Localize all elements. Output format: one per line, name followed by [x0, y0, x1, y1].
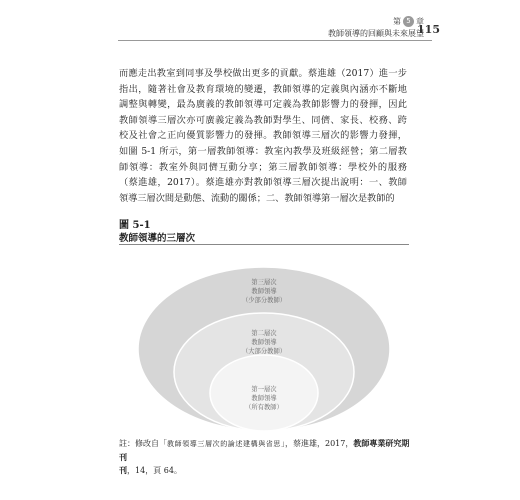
note-author-year: 」，蔡進雄，2017， [281, 439, 354, 448]
level-2-subtitle: 教師領導 [251, 339, 277, 346]
level-3-title: 第三層次 [251, 279, 277, 286]
body-line: （蔡進雄，2017）。蔡進雄亦對教師領導三層次提出說明：一、教師 [119, 177, 407, 189]
body-line: 教師領導三層次亦可廣義定義為教師對學生、同儕、家長、校務、跨 [119, 114, 407, 126]
chapter-number-badge: 5 [403, 16, 414, 27]
body-line: 校及社會之正向優質影響力的發揮。教師領導三層次的影響力發揮， [119, 130, 407, 142]
page-number: 115 [417, 23, 440, 36]
chapter-suffix: 章 [416, 17, 424, 26]
level-1-title: 第一層次 [251, 386, 277, 393]
body-line: 領導三層次間是動態、流動的關係；二、教師領導第一層次是教師的 [119, 192, 395, 204]
figure-caption: 教師領導的三層次 [119, 233, 196, 244]
level-3-subtitle: 教師領導 [251, 288, 277, 295]
level-1-scope: （所有教師） [245, 404, 283, 411]
three-levels-diagram [119, 244, 409, 434]
level-1-subtitle: 教師領導 [251, 395, 277, 402]
body-paragraph [119, 66, 407, 206]
chapter-title: 教師領導的回顧與未來展望 [328, 29, 424, 38]
level-2-scope: （大部分教師） [241, 348, 287, 355]
note-volume: ，14 [127, 466, 146, 475]
note-journal: 教師專業研究期刊 [119, 438, 410, 462]
note-prefix: 註：修改自「 [119, 439, 167, 448]
body-line: 指出，隨著社會及教育環境的變遷，教師領導的定義與內涵亦不斷地 [119, 83, 407, 95]
header-divider [118, 40, 432, 41]
note-journal-end: 刊 [119, 465, 127, 475]
inner-ellipse-level-1 [210, 355, 318, 431]
level-3-scope: （少部分教師） [241, 297, 287, 304]
figure-label: 圖 5-1 [119, 220, 151, 231]
figure-note [119, 437, 411, 477]
body-line: 如圖 5-1 所示，第一層教師領導：教室內教學及班級經營；第二層教 [119, 145, 407, 157]
level-2-title: 第二層次 [251, 330, 277, 337]
note-article-title: 教師領導三層次的論述建構與省思 [167, 440, 281, 448]
body-line: 而應走出教室到同事及學校做出更多的貢獻。蔡進雄（2017）進一步 [119, 68, 407, 79]
body-line: 調整與轉變，最為廣義的教師領導可定義為教師影響力的發揮，因此 [119, 99, 407, 111]
note-pages: ，頁 64。 [145, 466, 182, 475]
body-line: 師領導：教室外與同儕互動分享；第三層教師領導：學校外的服務 [119, 161, 407, 173]
chapter-prefix: 第 [393, 17, 401, 26]
